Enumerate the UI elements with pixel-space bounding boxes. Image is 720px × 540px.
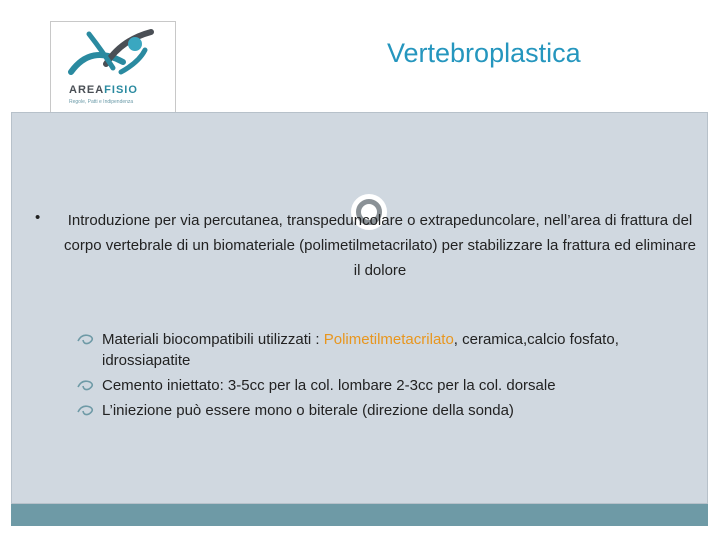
logo-wordmark-b: FISIO [104,84,138,96]
bullet-swirl-icon [76,331,96,347]
list-item [76,400,696,421]
logo-wordmark [69,84,138,96]
list-item [76,329,696,371]
main-bullet-marker: • [35,209,41,226]
item-text-highlight: Polimetilmetacrilato [323,331,454,348]
list-item [76,375,696,396]
item-text-pre: Materiali biocompatibili utilizzati : [102,331,324,348]
slide-title: Vertebroplastica [387,38,581,68]
item-text-post: , ceramica,calcio fosfato, idrossiapatite [102,331,619,369]
areafisio-logo [50,21,176,120]
slide-header [0,0,720,112]
sub-bullet-list [76,329,696,425]
logo-subtitle: Regole, Patti e Indipendenza [69,99,134,105]
content-panel [11,112,708,504]
bullet-swirl-icon [76,402,96,418]
bullet-swirl-icon [76,377,96,393]
item-text: Cemento iniettato: 3-5cc per la col. lombare 2-3cc per la col. dorsale [102,377,556,394]
footer-bar [11,504,708,526]
logo-wordmark-a: AREA [69,84,105,96]
main-paragraph: Introduzione per via percutanea, transpeduncolare o extrapeduncolare, nell’area di frattura del corpo vertebrale di un biomateriale (polimetilmetacrilato) per stabilizzare la frattura ed eliminare il dolore [64,212,696,279]
item-text: L’iniezione può essere mono o biterale (direzione della sonda) [102,402,514,419]
